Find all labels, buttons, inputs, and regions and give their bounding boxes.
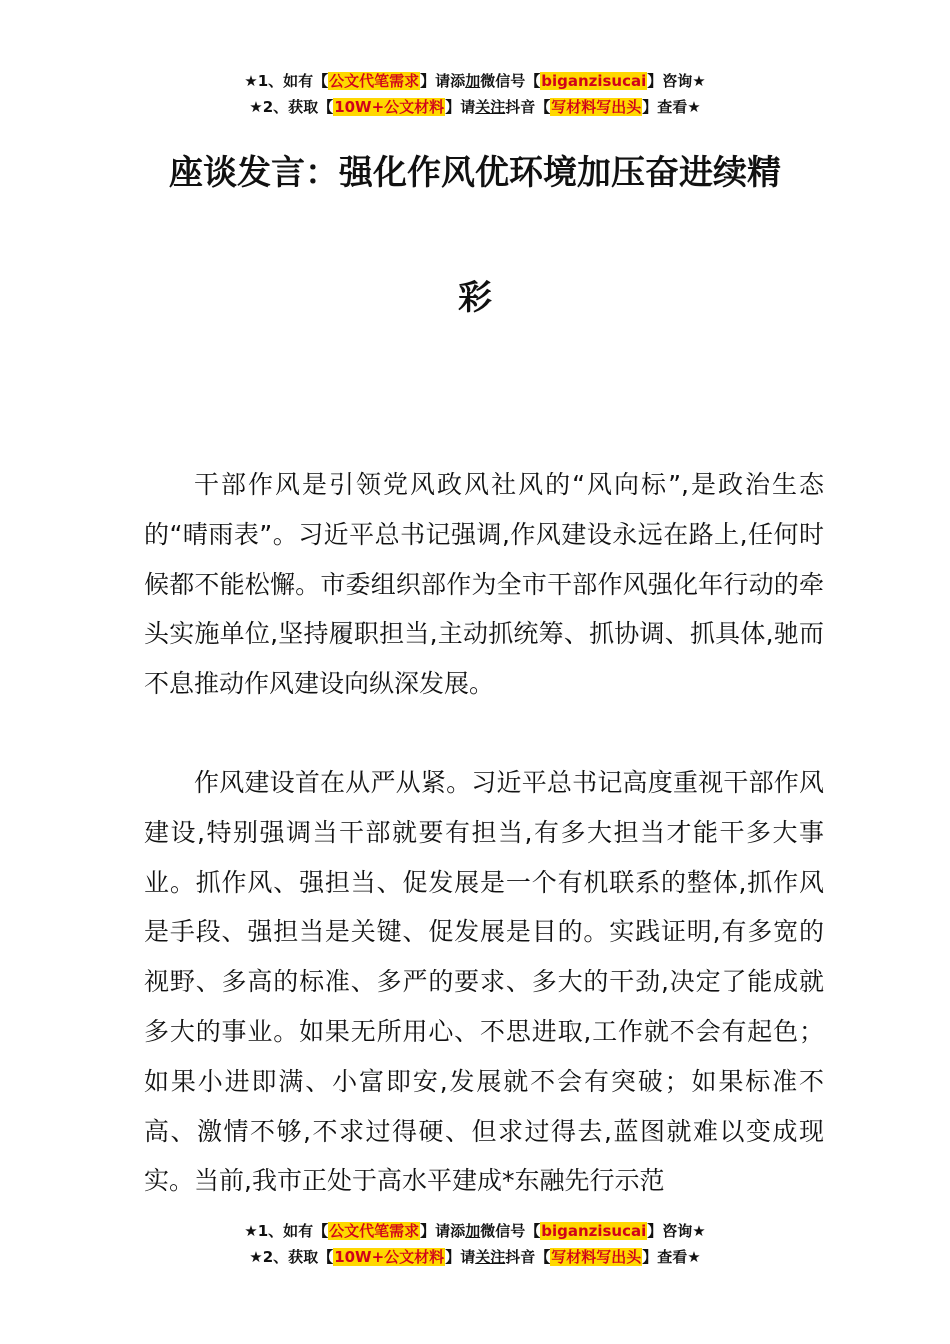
banner-line-2: ★2、获取【10W+公文材料】请关注抖音【写材料写出头】查看★ [249,98,701,116]
banner-highlight: 10W+公文材料 [334,98,445,116]
title-line-1: 座谈发言：强化作风优环境加压奋进续精 [169,153,781,193]
banner-highlight: biganzisucai [541,1222,647,1240]
banner-line-1: ★1、如有【公文代笔需求】请添加微信号【biganzisucai】咨询★ [244,1222,706,1240]
banner-line-1: ★1、如有【公文代笔需求】请添加微信号【biganzisucai】咨询★ [244,72,706,90]
banner-highlight: 写材料写出头 [551,1248,642,1266]
paragraph-2: 作风建设首在从严从紧。习近平总书记高度重视干部作风建设,特别强调当干部就要有担当,有多大担当才能干多大事业。抓作风、强担当、促发展是一个有机联系的整体,抓作风是手段、强担当是关键、促发展是目的。实践证明,有多宽的视野、多高的标准、多严的要求、多大的干劲,决定了能成就多大的事业。如果无所用心、不思进取,工作就不会有起色；如果小进即满、小富即安,发展就不会有突破；如果标准不高、激情不够,不求过得硬、但求过得去,蓝图就难以变成现实。当前,我市正处于高水平建成*东融先行示范 [144,768,824,1196]
banner-highlight: biganzisucai [541,72,647,90]
banner-highlight: 10W+公文材料 [334,1248,445,1266]
banner-highlight: 公文代笔需求 [329,1222,420,1240]
banner-line-2: ★2、获取【10W+公文材料】请关注抖音【写材料写出头】查看★ [249,1248,701,1266]
banner-highlight: 公文代笔需求 [329,72,420,90]
document-title [150,148,800,323]
title-line-2: 彩 [458,278,492,318]
header-banner [0,68,950,120]
paragraph-1: 干部作风是引领党风政风社风的“风向标”,是政治生态的“晴雨表”。习近平总书记强调,作风建设永远在路上,任何时候都不能松懈。市委组织部作为全市干部作风强化年行动的牵头实施单位,坚持履职担当,主动抓统筹、抓协调、抓具体,驰而不息推动作风建设向纵深发展。 [144,470,824,699]
banner-highlight: 写材料写出头 [551,98,642,116]
footer-banner [0,1218,950,1270]
